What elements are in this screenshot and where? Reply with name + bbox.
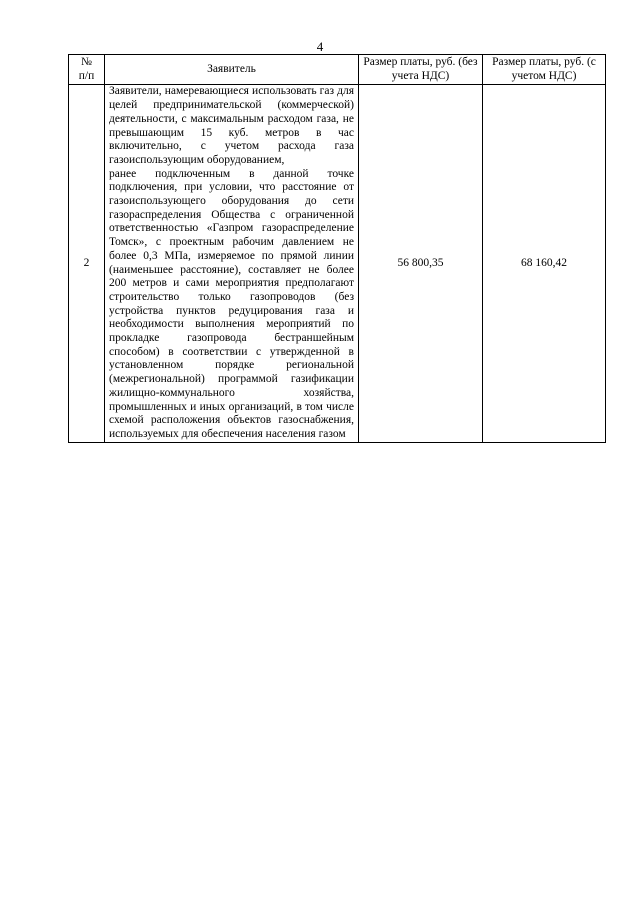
row-applicant-cell [105,85,359,442]
row-fee-with-vat: 68 160,42 [483,85,606,442]
row-applicant-text: Заявители, намеревающиеся использовать газ для целей предпринимательской (коммерческой) деятельности, с максимальным расходом газа, не превышающим 15 куб. метров в час включительно, с учетом расхода газа газоиспользующим оборудованием, ранее подключенным в данной точке подключения, при условии, что расстояние от газоиспользующего оборудования до сети газораспределения Общества с ограниченной ответственностью «Газпром газораспределение Томск», с проектным рабочим давлением не более 0,3 МПа, измеряемое по прямой линии (наименьшее расстояние), составляет не более 200 метров и сами мероприятия предполагают строительство только газопроводов (без устройства пунктов редуцирования газа и необходимости выполнения мероприятий по прокладке газопровода бестраншейным способом) в соответствии с утвержденной в установленном порядке региональной (межрегиональной) программой газификации жилищно-коммунального хозяйства, промышленных и иных организаций, в том числе схемой расположения объектов газоснабжения, используемых для обеспечения населения газом [109,85,354,440]
header-fee-with-vat: Размер платы, руб. (с учетом НДС) [483,55,606,85]
table-row [69,85,606,442]
header-number: № п/п [69,55,105,85]
page-number: 4 [316,39,324,54]
fee-table [68,54,606,443]
row-number: 2 [69,85,105,442]
table-header-row [69,55,606,85]
row-fee-without-vat: 56 800,35 [359,85,483,442]
header-applicant: Заявитель [105,55,359,85]
header-fee-without-vat: Размер платы, руб. (без учета НДС) [359,55,483,85]
